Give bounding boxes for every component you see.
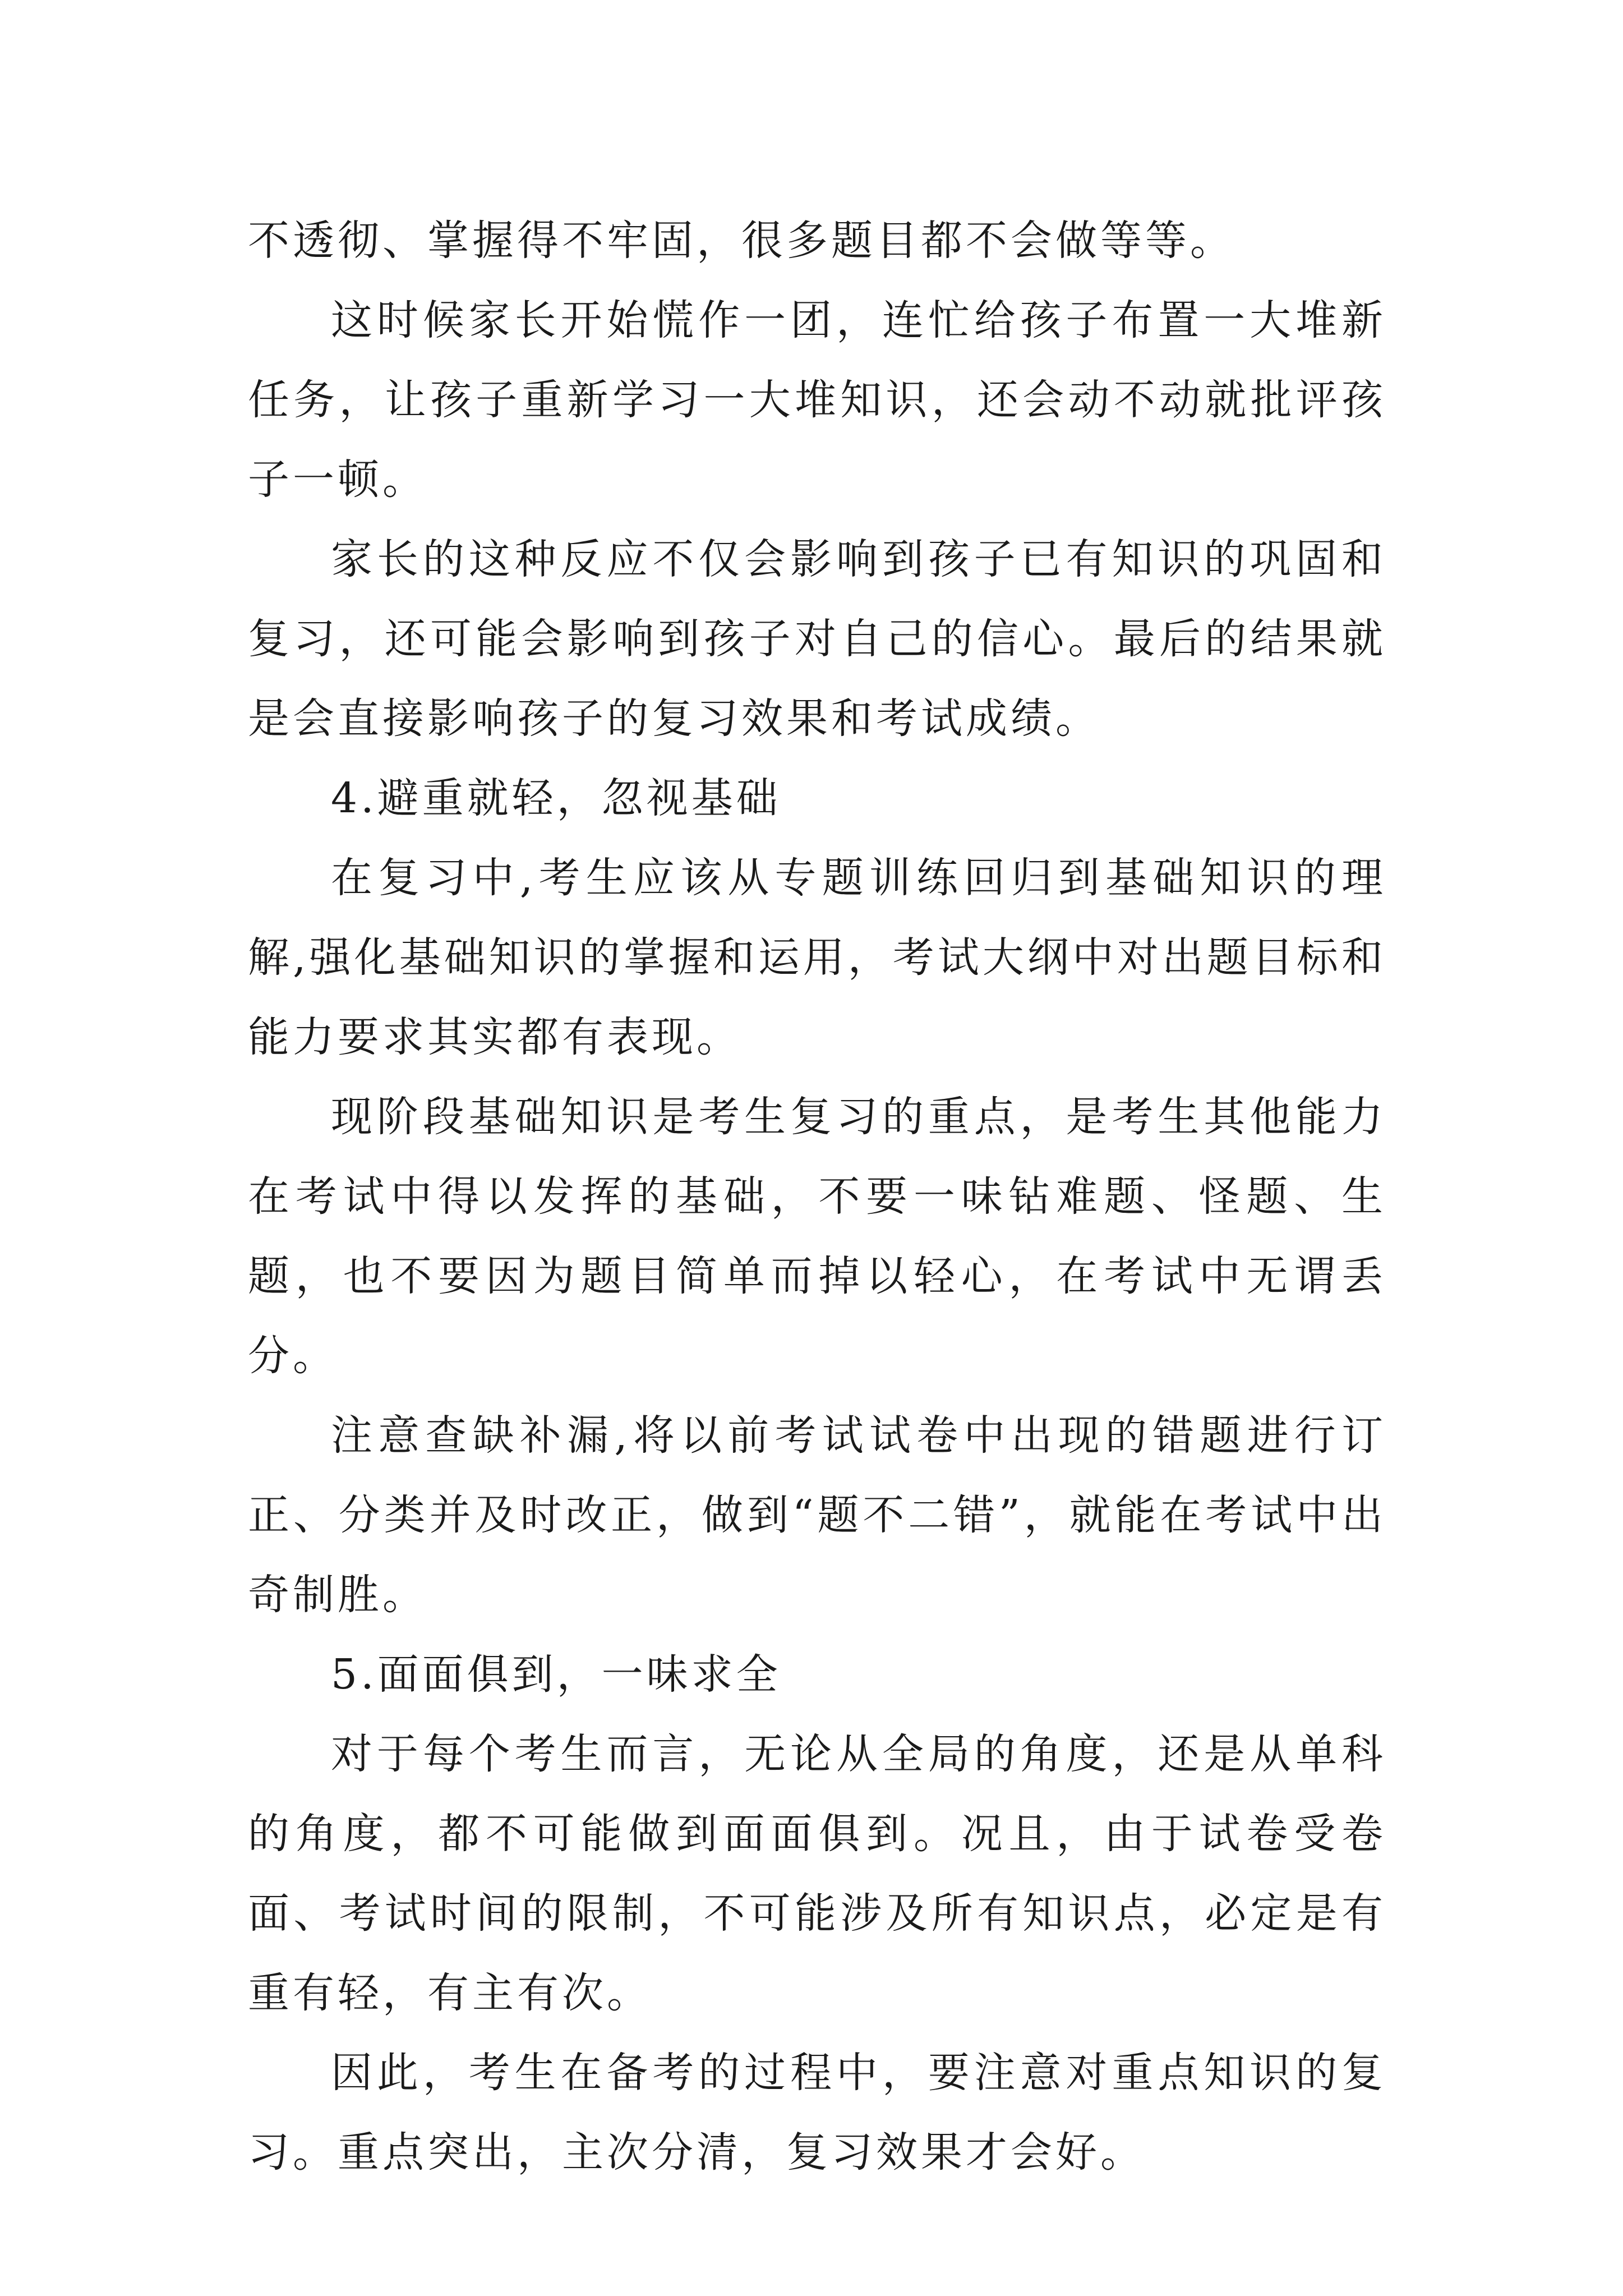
paragraph-review-basics: 在复习中,考生应该从专题训练回归到基础知识的理解,强化基础知识的掌握和运用，考试大纲中对出题目标和能力要求其实都有表现。	[248, 854, 1386, 1061]
paragraph-not-comprehensive: 对于每个考生而言，无论从全局的角度，还是从单科的角度，都不可能做到面面俱到。况且，由于试卷受卷面、考试时间的限制，不可能涉及所有知识点，必定是有重有轻，有主有次。	[248, 1730, 1386, 2017]
paragraph-parent-impact: 家长的这种反应不仅会影响到孩子已有知识的巩固和复习，还可能会影响到孩子对自己的信心。最后的结果就是会直接影响孩子的复习效果和考试成绩。	[248, 535, 1386, 743]
paragraph-continuation: 不透彻、掌握得不牢固，很多题目都不会做等等。	[248, 217, 1235, 265]
document-body	[248, 201, 1386, 2192]
paragraph-focus-key-points: 因此，考生在备考的过程中，要注意对重点知识的复习。重点突出，主次分清，复习效果才会好。	[248, 2049, 1386, 2177]
section-heading-5: 5.面面俱到，一味求全	[331, 1650, 781, 1699]
paragraph-parent-reaction: 这时候家长开始慌作一团，连忙给孩子布置一大堆新任务，让孩子重新学习一大堆知识，还会动不动就批评孩子一顿。	[248, 296, 1386, 504]
paragraph-fix-errors: 注意查缺补漏,将以前考试试卷中出现的错题进行订正、分类并及时改正，做到“题不二错”，就能在考试中出奇制胜。	[248, 1411, 1386, 1619]
section-heading-4: 4.避重就轻，忽视基础	[331, 774, 781, 822]
paragraph-basic-knowledge: 现阶段基础知识是考生复习的重点，是考生其他能力在考试中得以发挥的基础，不要一味钻难题、怪题、生题，也不要因为题目简单而掉以轻心，在考试中无谓丢分。	[248, 1093, 1386, 1380]
